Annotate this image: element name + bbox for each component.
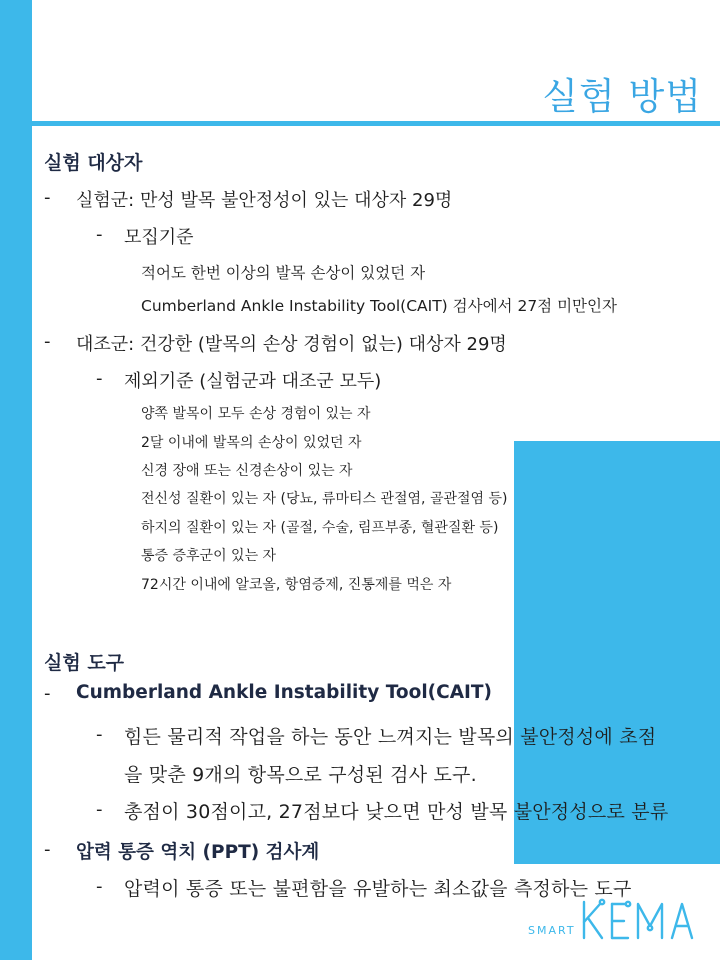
left-accent-bar: [0, 0, 32, 960]
dash-bullet: -: [96, 876, 103, 897]
recruit-criteria-heading: 모집기준: [124, 227, 194, 248]
recruit-item: Cumberland Ankle Instability Tool(CAIT) 검사에서 27점 미만인자: [141, 297, 617, 315]
exclusion-item: 72시간 이내에 알코올, 항염증제, 진통제를 먹은 자: [141, 577, 452, 593]
dash-bullet: -: [44, 187, 51, 208]
dash-bullet: -: [96, 799, 103, 820]
recruit-item: 적어도 한번 이상의 발목 손상이 있었던 자: [141, 264, 426, 282]
ppt-title: 압력 통증 역치 (PPT) 검사계: [76, 842, 320, 863]
exclusion-item: 2달 이내에 발목의 손상이 있었던 자: [141, 435, 362, 451]
tools-heading: 실험 도구: [44, 652, 125, 674]
exclusion-criteria-heading: 제외기준 (실험군과 대조군 모두): [124, 371, 382, 392]
exclusion-item: 양쪽 발목이 모두 손상 경험이 있는 자: [141, 406, 371, 422]
exclusion-item: 전신성 질환이 있는 자 (당뇨, 류마티스 관절염, 골관절염 등): [141, 491, 508, 507]
dash-bullet: -: [44, 839, 51, 860]
dash-bullet: -: [96, 724, 103, 745]
smart-kema-logo: [528, 896, 698, 946]
exclusion-item: 하지의 질환이 있는 자 (골절, 수술, 림프부종, 혈관질환 등): [141, 520, 499, 536]
cait-score-rule: 총점이 30점이고, 27점보다 낮으면 만성 발목 불안정성으로 분류: [124, 801, 669, 823]
exclusion-item: 통증 증후군이 있는 자: [141, 548, 277, 564]
dash-bullet: -: [44, 331, 51, 352]
page-title: 실험 방법: [542, 75, 702, 118]
cait-description-line1: 힘든 물리적 작업을 하는 동안 느껴지는 발목의 불안정성에 초점: [124, 726, 657, 748]
dash-bullet: -: [96, 224, 103, 245]
subjects-heading: 실험 대상자: [44, 152, 143, 174]
title-underline: [32, 121, 720, 126]
kema-logo-mark: [528, 896, 698, 946]
control-group: 대조군: 건강한 (발목의 손상 경험이 없는) 대상자 29명: [76, 334, 507, 355]
experimental-group: 실험군: 만성 발목 불안정성이 있는 대상자 29명: [76, 190, 453, 211]
ppt-description: 압력이 통증 또는 불편함을 유발하는 최소값을 측정하는 도구: [124, 878, 632, 900]
cait-title: Cumberland Ankle Instability Tool(CAIT): [76, 682, 492, 703]
cait-description-line2: 을 맞춘 9개의 항목으로 구성된 검사 도구.: [124, 764, 477, 786]
exclusion-item: 신경 장애 또는 신경손상이 있는 자: [141, 463, 353, 479]
dash-bullet: -: [96, 368, 103, 389]
dash-bullet: -: [44, 683, 51, 704]
logo-small-text: SMART: [528, 924, 576, 937]
